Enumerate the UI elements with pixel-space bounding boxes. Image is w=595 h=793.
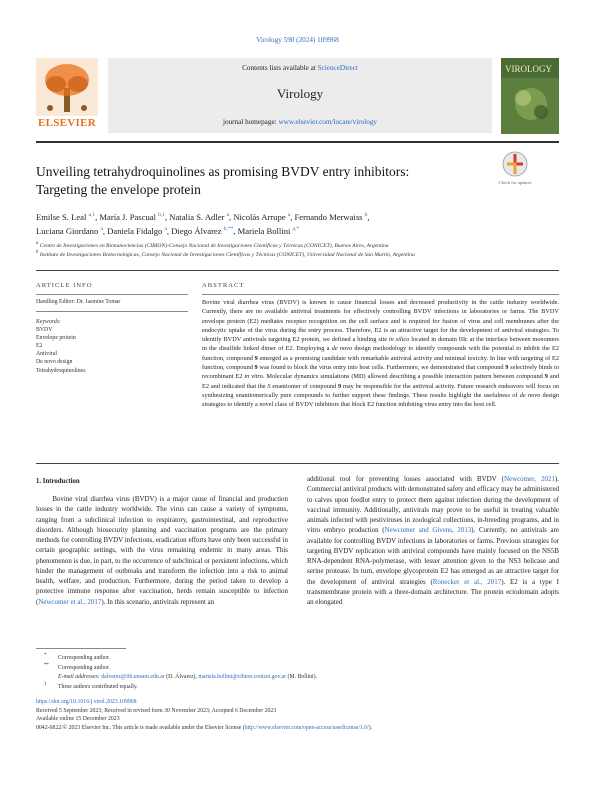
article-info-rule	[36, 294, 188, 295]
author-name[interactable]: Emilse S. Leal	[36, 211, 89, 222]
author-name[interactable]: Natalia S. Adler	[169, 211, 227, 222]
introduction-left-column: Bovine viral diarrhea virus (BVDV) is a major cause of financial and production losses in the cattle industry worldwide. The virus can cause a variety of symptoms, ranging from a subclinical infection to respiratory, gastrointestinal, and reproductive disorders. Although biosecurity planning and vaccination programs are the primary methods for controlling BVDV infections, eradication efforts have only been successful in certain geographic settings, with the virus remaining endemic in many areas. This phenomenon is due, in part, to the occurrence of subclinical or persistent infections, which hinder the management of outbreaks and transform the infection into a risk to animal health, welfare, and production. Furthermore, during the period taken to develop a protective immune response after vaccination, herds remain susceptible to infection (Newcomer et al., 2017). In this scenario, antivirals represent an	[36, 495, 288, 606]
author-separator: ,	[166, 226, 172, 237]
author-name[interactable]: Luciana Giordano	[36, 226, 101, 237]
keywords-rule	[36, 311, 188, 312]
author-affiliation-mark[interactable]: a,1	[88, 212, 96, 218]
keywords-block	[36, 318, 188, 375]
abstract-text: Bovine viral diarrhea virus (BVDV) is known to cause financial losses and decreased productivity in the cattle industry worldwide. Currently, there are no available antiviral treatments for effectively controlling BVDV infections in laboratories or farms. The BVDV envelope protein (E2) mediates receptor recognition on the cell surface and is required for fusion of virus and cell membranes after the endocytic uptake of the virus during the entry process. Therefore, E2 is an attractive target for the development of antiviral strategies. To identify BVDV antivirals targeting E2 protein, we defined a binding site in silico located in domain IIIc at the interface between monomers in the disulfide linked dimer of E2. Employing a de novo design methodology to identify compounds with the potential to inhibit the E2 function, compound 9 emerged as a promising candidate with remarkable antiviral activity and minimal toxicity. In line with targeting of E2 function, compound 9 was found to block the virus entry into host cells. Furthermore, we demonstrated that compound 9 selectively binds to recombinant E2 in vitro. Molecular dynamics simulations (MD) allowed describing a possible interaction pattern between compound 9 and E2 and indicated that the S enantiomer of compound 9 may be responsible for the antiviral activity. Future research endeavors will focus on synthesizing enantiomerically pure compounds to further support these findings. These results highlight the usefulness of de novo design strategies to identify a novel class of BVDV inhibitors that block E2 function inhibiting virus entry into the host cell.	[202, 299, 560, 409]
footnote-rule	[36, 648, 126, 649]
affiliation-a-text: Centro de Investigaciones en Bionanociencias (CIBION)-Consejo Nacional de Investigaciones Científicas y Técnicas (CONICET), Buenos Aires, Argentina	[39, 242, 389, 249]
author-separator: ,	[102, 226, 108, 237]
check-for-updates-icon[interactable]	[500, 150, 530, 182]
footnote-mark: *	[44, 653, 47, 658]
journal-homepage-line	[108, 118, 492, 126]
handling-editor: Handling Editor: Dr. Jasmine Tomar	[36, 299, 121, 305]
affiliation-a-mark: a	[36, 241, 39, 246]
affiliation-a	[36, 241, 559, 249]
license-link[interactable]: http://www.elsevier.com/open-access/userlicense/1.0/	[244, 724, 369, 731]
body-rule	[36, 463, 559, 464]
publisher-name: ELSEVIER	[37, 117, 97, 129]
doi-link[interactable]: https://doi.org/10.1016/j.virol.2023.109968	[36, 699, 137, 705]
footnote-mark: 1	[44, 682, 47, 688]
contents-line	[108, 64, 492, 72]
keyword-item: BVDV	[36, 327, 53, 334]
title-line-2: Targeting the envelope protein	[36, 182, 201, 197]
keyword-item: Tetrahydroquinolines	[36, 367, 86, 374]
check-for-updates-label: Check for updates	[498, 180, 532, 185]
keyword-item: Antiviral	[36, 351, 57, 358]
author-name[interactable]: Nicolás Arrupe	[233, 211, 288, 222]
contents-prefix: Contents lists available at	[242, 64, 318, 72]
author-affiliation-mark[interactable]: b,1	[158, 212, 165, 218]
author-name[interactable]: Mariela Bollini	[237, 226, 293, 237]
author-line-2	[36, 223, 559, 237]
received-dates: Received 5 September 2023; Received in revised form 30 November 2023; Accepted 6 December 2023	[36, 707, 277, 714]
cover-title: VIROLOGY	[505, 64, 552, 74]
author-affiliation-mark[interactable]: b,**	[223, 226, 234, 233]
footnote-item	[36, 652, 559, 662]
affiliation-b	[36, 250, 559, 258]
author-separator: ,	[233, 226, 238, 237]
footnote-item	[36, 673, 559, 681]
author-list	[36, 209, 559, 238]
available-online: Available online 15 December 2023	[36, 716, 120, 723]
journal-name: Virology	[276, 86, 324, 101]
article-title	[36, 163, 476, 199]
footnote-mark: **	[44, 663, 49, 669]
footnotes	[36, 652, 559, 691]
affiliation-b-mark: b	[36, 250, 39, 255]
introduction-right-column: additional tool for preventing losses associated with BVDV (Newcomer, 2021). Commercial antiviral products with demonstrated safety and efficacy may be administered to calves upon feedlot entry to protect them against infection during the development of vaccinal immunity. Additionally, antivirals may prove to be useful in treating valuable animals infected with pestiviruses in zoological collections, in-breeding programs, and in vitro embryo production (Newcomer and Givens, 2013). Currently, no antivirals are available for controlling BVDV infections in laboratories or farms. Previous strategies for targeting BVDV replication with antiviral compounds have mainly focused on the NS5B RNA-dependent RNA-polymerase, with lesser attention given to the NS3 helicase and serine protease. In turn, envelope glycoprotein E2 has emerged as an attractive target for the development of antiviral strategies (Ronecker et al., 2017). E2 is a type I transmembrane protein with a three-domain architecture. The protein ectodomain adopts an elongated	[307, 475, 559, 606]
author-affiliation-mark[interactable]: a	[226, 212, 230, 218]
author-line-1	[36, 209, 559, 223]
footnote-text: These authors contributed equally.	[58, 683, 138, 690]
affiliation-b-text: Instituto de Investigaciones Biotecnológicas, Consejo Nacional de Investigaciones Científicas y Técnicas (CONICET), Universidad Nacional de San Martín, Argentina	[39, 251, 415, 258]
author-separator: ,	[367, 211, 370, 222]
author-separator: ,	[290, 211, 295, 222]
keyword-item: E2	[36, 343, 43, 350]
journal-citation-link[interactable]: Virology 590 (2024) 109968	[256, 36, 339, 44]
author-name[interactable]: María J. Pascual	[99, 211, 159, 222]
footnote-text: Corresponding author.	[58, 665, 110, 672]
journal-homepage-link[interactable]: www.elsevier.com/locate/virology	[278, 118, 378, 126]
sciencedirect-link[interactable]: ScienceDirect	[317, 64, 358, 72]
keyword-item: De novo design	[36, 359, 73, 366]
introduction-heading: 1. Introduction	[36, 478, 80, 485]
license-line	[36, 724, 559, 733]
author-separator: ,	[95, 211, 100, 222]
author-affiliation-mark[interactable]: a	[100, 226, 103, 233]
section-rule	[36, 270, 559, 271]
abstract-rule	[202, 294, 559, 295]
article-metadata	[36, 698, 559, 732]
author-affiliation-mark[interactable]: a	[164, 226, 167, 233]
license-suffix: ).	[368, 724, 373, 731]
footnote-text: E-mail addresses: dalvarez@iib.unsam.edu.ar (D. Álvarez), mariela.bollini@cibion.conicet.gov.ar (M. Bollini).	[58, 673, 317, 680]
author-affiliation-mark[interactable]: b	[364, 212, 368, 218]
title-line-1: Unveiling tetrahydroquinolines as promising BVDV entry inhibitors:	[36, 164, 410, 179]
license-prefix: 0042-6822/© 2023 Elsevier Inc. This article is made available under the Elsevier license (	[36, 724, 245, 731]
author-name[interactable]: Diego Álvarez	[171, 226, 224, 237]
article-info-heading: ARTICLE INFO	[36, 282, 93, 289]
author-separator: ,	[229, 211, 234, 222]
author-separator: ,	[164, 211, 170, 222]
footnote-text: Corresponding author.	[58, 654, 110, 661]
homepage-prefix: journal homepage:	[222, 118, 279, 126]
author-affiliation-mark[interactable]: a,*	[292, 226, 300, 233]
author-name[interactable]: Daniela Fidalgo	[107, 226, 165, 237]
author-affiliation-mark[interactable]: a	[287, 212, 291, 218]
journal-cover-image[interactable]	[501, 58, 559, 134]
header-rule	[36, 141, 559, 143]
keyword-item: Envelope protein	[36, 335, 76, 342]
author-name[interactable]: Fernando Merwaiss	[294, 211, 365, 222]
footnote-item	[36, 681, 559, 691]
footnote-item	[36, 662, 559, 672]
keywords-label: Keywords:	[36, 319, 61, 325]
abstract-heading: ABSTRACT	[202, 282, 245, 289]
